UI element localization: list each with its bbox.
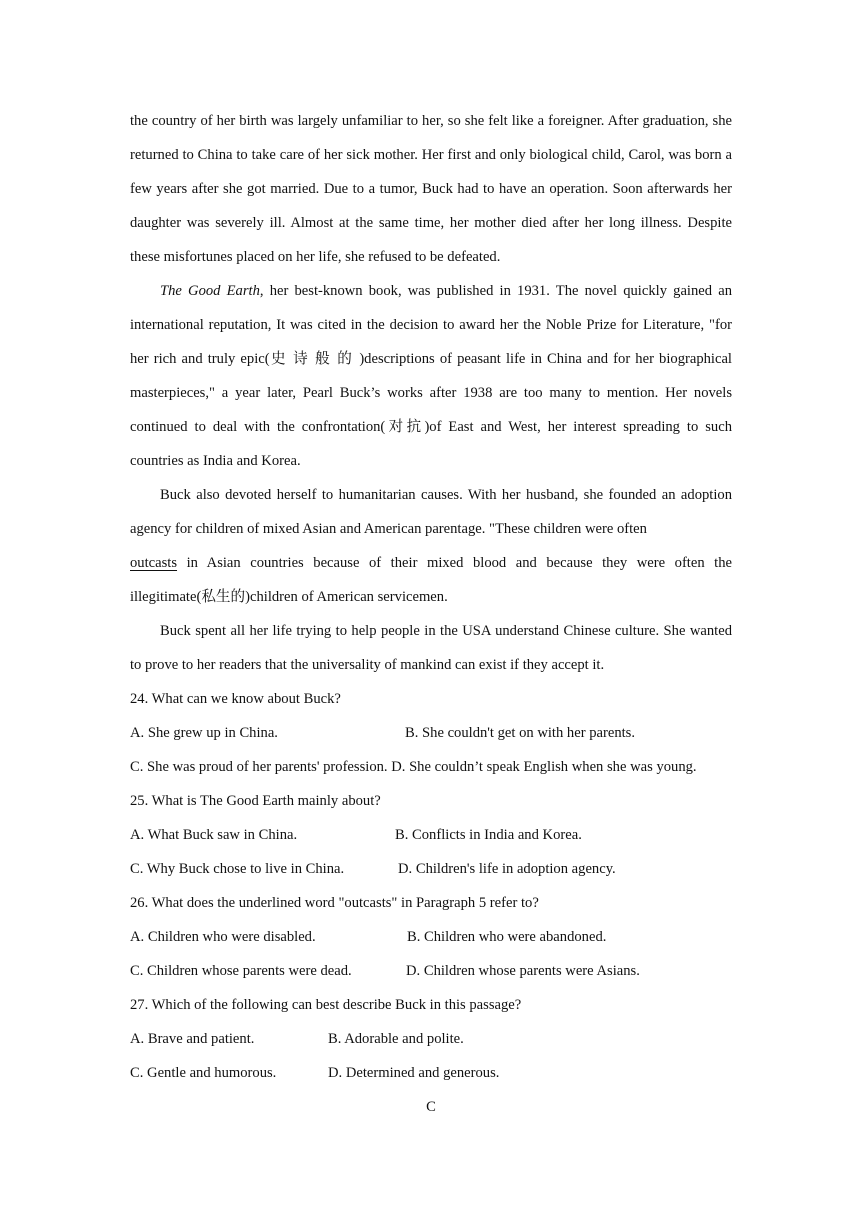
question-26-options-row-1 [130,920,732,954]
paragraph-2-text-c: )of East and West, her interest spreading to such countries as India and Korea. [130,419,732,469]
question-26-stem: 26. What does the underlined word "outcasts" in Paragraph 5 refer to? [130,895,539,911]
paragraph-3-text-b: in Asian countries because of their mixed blood and because they were often the illegitimate( [130,555,732,605]
question-24-stem: 24. What can we know about Buck? [130,691,341,707]
question-27-option-a: A. Brave and patient. [130,1031,255,1047]
question-27-option-c: C. Gentle and humorous. [130,1065,277,1081]
question-27-option-b: B. Adorable and polite. [328,1031,464,1047]
question-26-option-d: D. Children whose parents were Asians. [406,963,640,979]
underlined-word-outcasts: outcasts [130,555,178,571]
paragraph-2-text-a: , her best-known book, was published in 1931. The novel quickly gained an international reputation, It was cited in the decision to award her the Noble Prize for Literature, "for her rich and truly epic( [130,283,732,367]
chinese-gloss-illegitimate: 私生的 [201,589,246,605]
question-26-option-a: A. Children who were disabled. [130,929,316,945]
chinese-gloss-epic: 史诗般的 [269,351,360,367]
question-24-options-row-2 [130,750,732,784]
question-24-option-b: B. She couldn't get on with her parents. [405,725,636,741]
question-25-options-row-1 [130,818,732,852]
book-title: The Good Earth [160,283,260,299]
question-25-stem: 25. What is The Good Earth mainly about? [130,793,381,809]
paragraph-2-text-b: )descriptions of peasant life in China and for her biographical masterpieces," a year later, Pearl Buck’s works after 1938 are too many to mention. Her novels continued to deal with the confrontation( [130,351,732,435]
question-27-option-d: D. Determined and generous. [328,1065,500,1081]
question-24-option-a: A. She grew up in China. [130,725,278,741]
question-27-options-row-2 [130,1056,732,1090]
question-26-option-b: B. Children who were abandoned. [407,929,607,945]
question-25-option-b: B. Conflicts in India and Korea. [395,827,582,843]
question-26-option-c: C. Children whose parents were dead. [130,963,352,979]
question-27-options-row-1 [130,1022,732,1056]
paragraph-1: the country of her birth was largely unfamiliar to her, so she felt like a foreigner. After graduation, she returned to China to take care of her sick mother. Her first and only biological child, Carol, was born a few years after she got married. Due to a tumor, Buck had to have an operation. Soon afterwards her daughter was severely ill. Almost at the same time, her mother died after her long illness. Despite these misfortunes placed on her life, she refused to be defeated. [130,113,732,265]
question-24-options-row-1 [130,716,732,750]
chinese-gloss-confrontation: 对抗 [385,419,425,435]
section-letter: C [426,1099,436,1115]
question-27-stem: 27. Which of the following can best describe Buck in this passage? [130,997,522,1013]
question-24-option-d: D. She couldn’t speak English when she was young. [391,759,697,775]
paragraph-2 [130,274,732,478]
question-25-options-row-2 [130,852,732,886]
paragraph-3-text-c: )children of American servicemen. [245,589,448,605]
question-26-options-row-2 [130,954,732,988]
question-24-option-c: C. She was proud of her parents' profession. [130,759,388,775]
document-page [130,104,732,1124]
paragraph-3-text-a: Buck also devoted herself to humanitarian causes. With her husband, she founded an adoption agency for children of mixed Asian and American parentage. "These children were often [130,487,732,537]
question-25-option-a: A. What Buck saw in China. [130,827,298,843]
question-25-option-d: D. Children's life in adoption agency. [398,861,616,877]
paragraph-4: Buck spent all her life trying to help people in the USA understand Chinese culture. She wanted to prove to her readers that the universality of mankind can exist if they accept it. [130,623,732,673]
question-25-option-c: C. Why Buck chose to live in China. [130,861,345,877]
paragraph-3 [130,478,732,614]
